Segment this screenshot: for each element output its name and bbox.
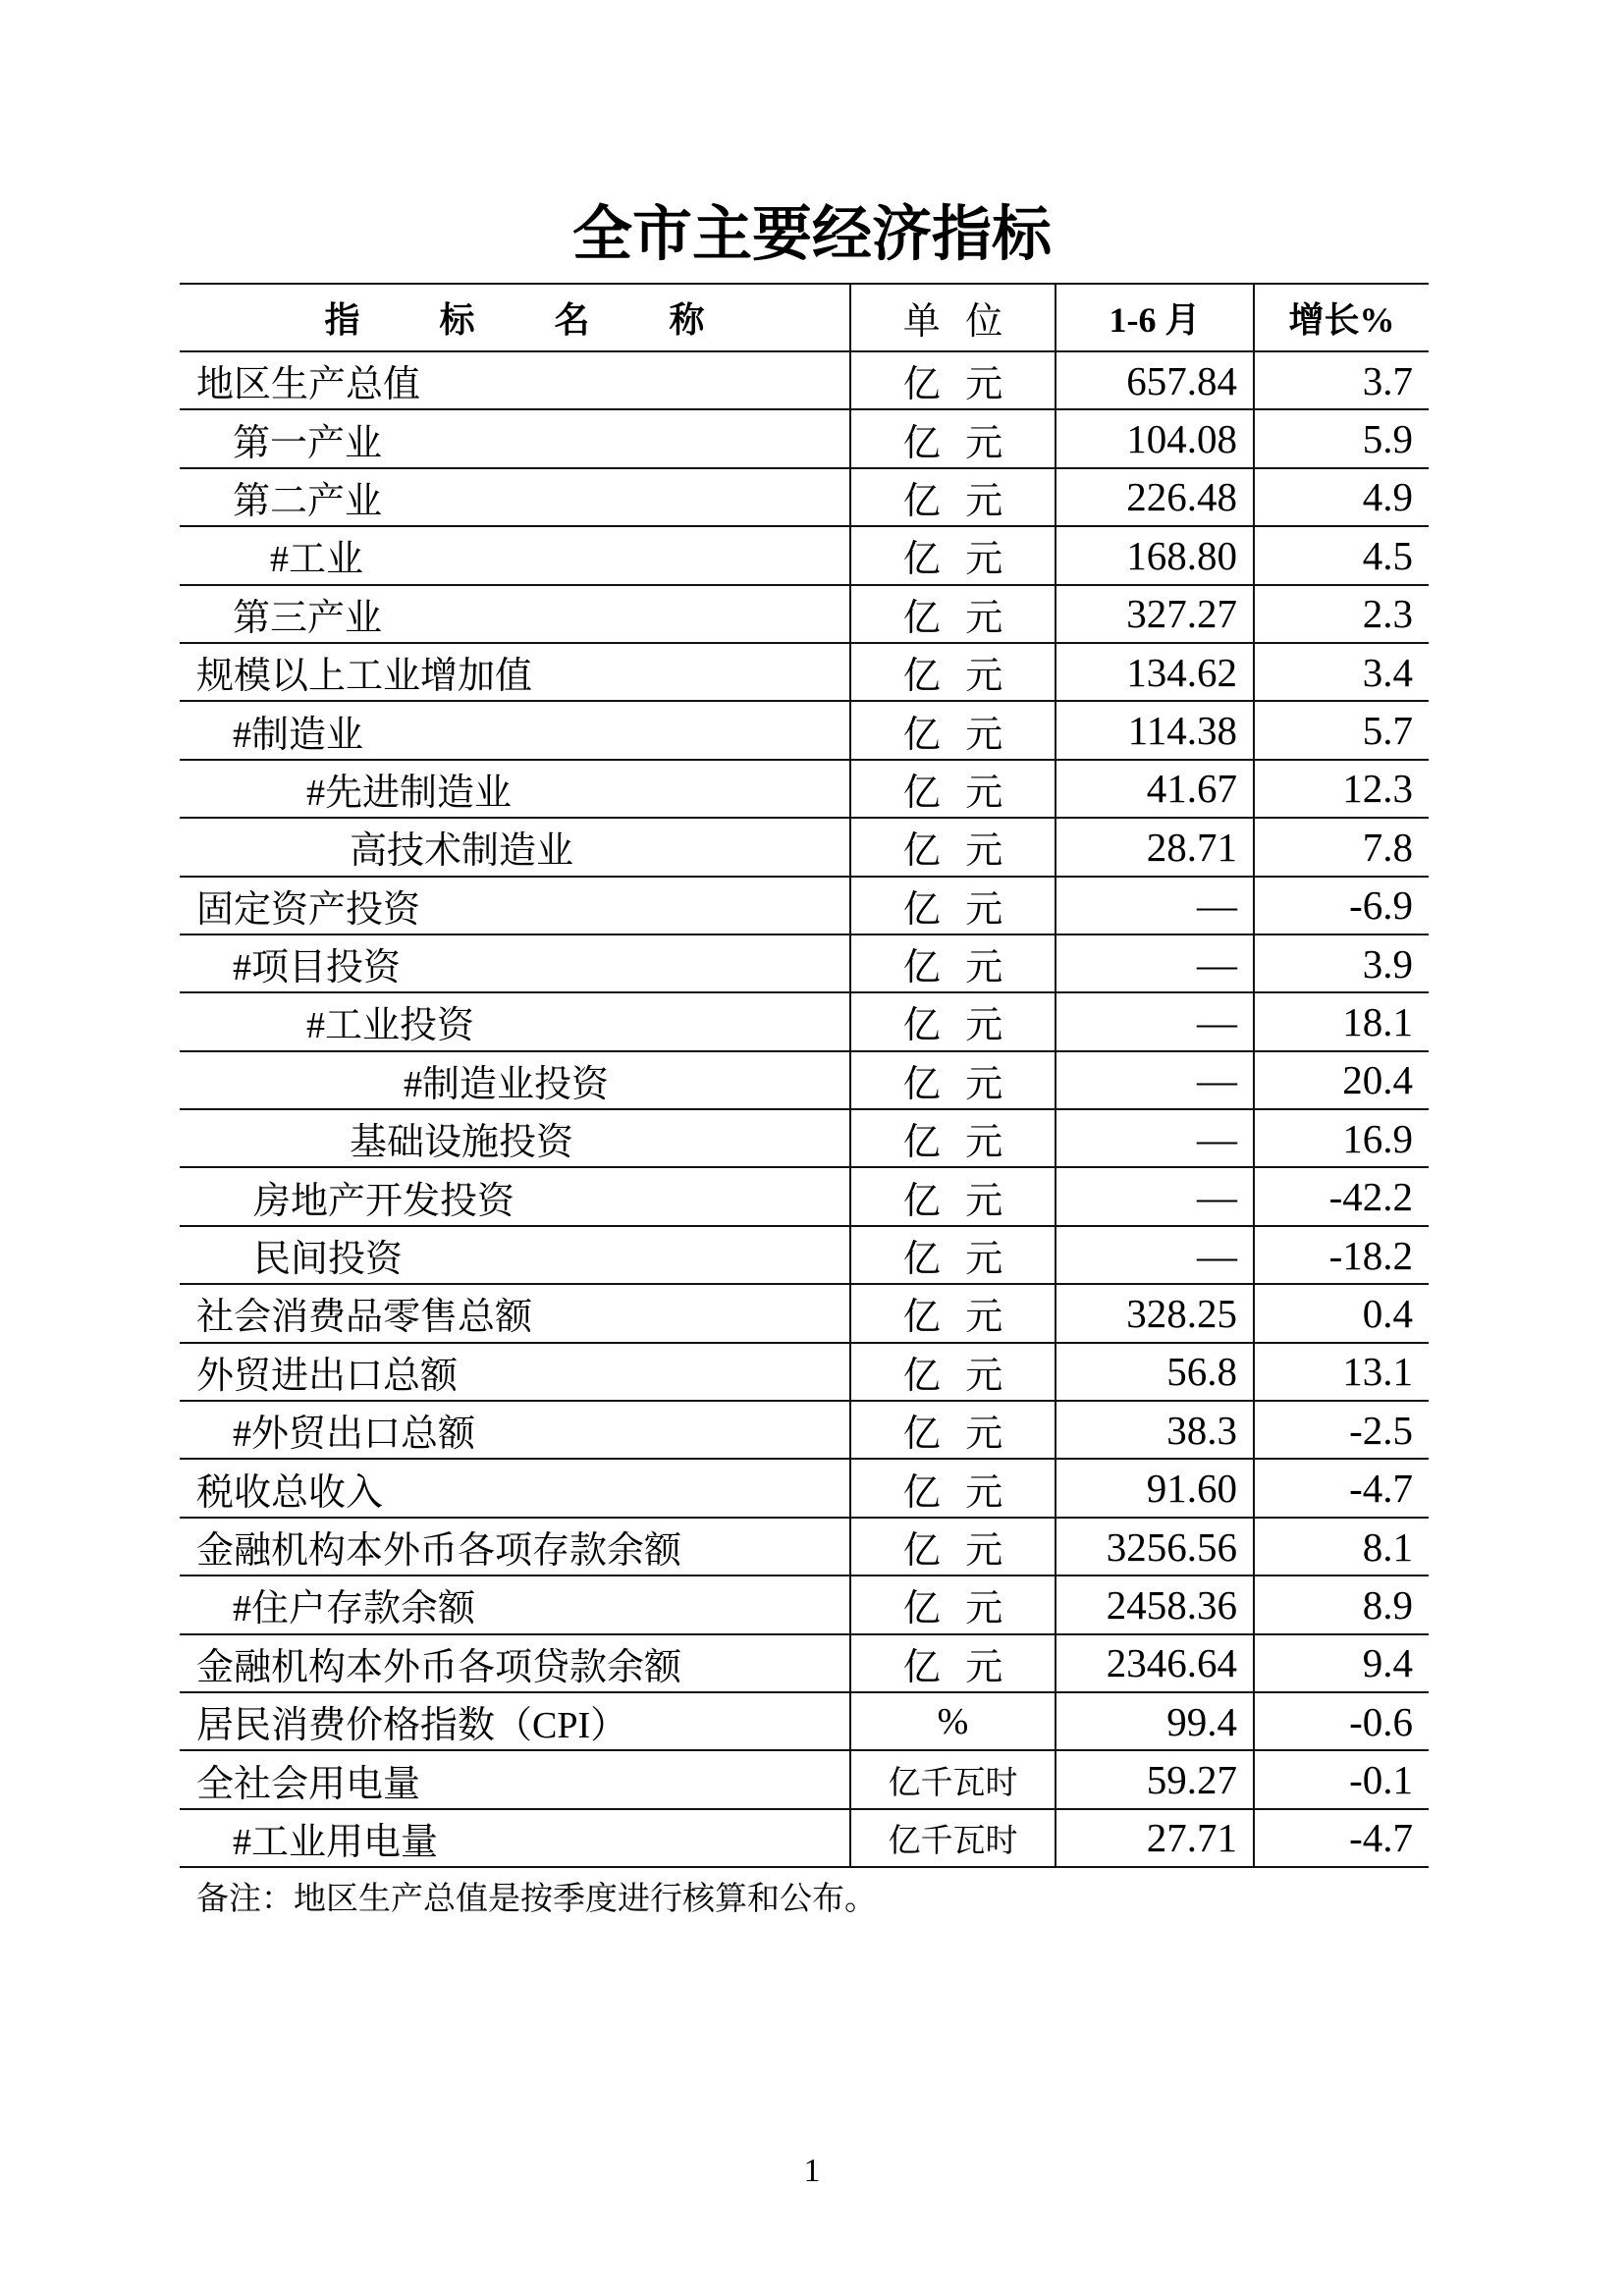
unit-cell: 亿 元 <box>850 1575 1056 1633</box>
indicator-name: 全社会用电量 <box>180 1750 850 1808</box>
indicator-name: 金融机构本外币各项存款余额 <box>180 1518 850 1575</box>
value-cell: 41.67 <box>1056 760 1254 818</box>
indicator-name: #制造业投资 <box>180 1051 850 1109</box>
unit-cell: 亿 元 <box>850 701 1056 759</box>
growth-cell: 7.8 <box>1254 818 1429 876</box>
indicator-name: 第二产业 <box>180 468 850 526</box>
value-cell: 114.38 <box>1056 701 1254 759</box>
table-row <box>180 1226 1429 1284</box>
table-row <box>180 468 1429 526</box>
growth-cell: 5.7 <box>1254 701 1429 759</box>
unit-cell: 亿千瓦时 <box>850 1809 1056 1867</box>
value-cell: 59.27 <box>1056 1750 1254 1808</box>
table-row <box>180 526 1429 584</box>
value-cell: — <box>1056 1051 1254 1109</box>
unit-cell: 亿 元 <box>850 1051 1056 1109</box>
growth-cell: 2.3 <box>1254 585 1429 643</box>
table-row <box>180 992 1429 1050</box>
growth-cell: 0.4 <box>1254 1284 1429 1342</box>
growth-cell: 20.4 <box>1254 1051 1429 1109</box>
unit-cell: 亿 元 <box>850 351 1056 409</box>
table-row <box>180 1109 1429 1167</box>
growth-cell: -0.6 <box>1254 1692 1429 1750</box>
header-growth: 增长% <box>1254 284 1429 351</box>
growth-cell: -18.2 <box>1254 1226 1429 1284</box>
table-row <box>180 1750 1429 1808</box>
table-row <box>180 1051 1429 1109</box>
growth-cell: 8.9 <box>1254 1575 1429 1633</box>
table-row <box>180 877 1429 934</box>
value-cell: — <box>1056 992 1254 1050</box>
table-row <box>180 351 1429 409</box>
growth-cell: 3.4 <box>1254 643 1429 701</box>
value-cell: 328.25 <box>1056 1284 1254 1342</box>
value-cell: — <box>1056 1167 1254 1225</box>
table-row <box>180 1809 1429 1867</box>
indicator-name: 地区生产总值 <box>180 351 850 409</box>
growth-cell: -4.7 <box>1254 1459 1429 1517</box>
indicator-name: 规模以上工业增加值 <box>180 643 850 701</box>
growth-cell: 16.9 <box>1254 1109 1429 1167</box>
table-row <box>180 1518 1429 1575</box>
indicator-name: 社会消费品零售总额 <box>180 1284 850 1342</box>
indicator-name: 税收总收入 <box>180 1459 850 1517</box>
value-cell: — <box>1056 1226 1254 1284</box>
growth-cell: -42.2 <box>1254 1167 1429 1225</box>
unit-cell: 亿 元 <box>850 1167 1056 1225</box>
growth-cell: 4.9 <box>1254 468 1429 526</box>
unit-cell: 亿 元 <box>850 818 1056 876</box>
unit-cell: 亿 元 <box>850 585 1056 643</box>
value-cell: 56.8 <box>1056 1343 1254 1401</box>
value-cell: 168.80 <box>1056 526 1254 584</box>
indicator-name: #外贸出口总额 <box>180 1401 850 1459</box>
header-period: 1-6 月 <box>1056 284 1254 351</box>
indicator-name: #制造业 <box>180 701 850 759</box>
growth-cell: 12.3 <box>1254 760 1429 818</box>
unit-cell: 亿 元 <box>850 643 1056 701</box>
growth-cell: -4.7 <box>1254 1809 1429 1867</box>
growth-cell: 3.9 <box>1254 934 1429 992</box>
indicator-name: 居民消费价格指数（CPI） <box>180 1692 850 1750</box>
table-row <box>180 585 1429 643</box>
value-cell: — <box>1056 934 1254 992</box>
page-number: 1 <box>803 2153 821 2189</box>
indicator-name: 高技术制造业 <box>180 818 850 876</box>
value-cell: 91.60 <box>1056 1459 1254 1517</box>
value-cell: 27.71 <box>1056 1809 1254 1867</box>
indicator-name: #项目投资 <box>180 934 850 992</box>
value-cell: 226.48 <box>1056 468 1254 526</box>
table-row <box>180 1575 1429 1633</box>
table-row <box>180 1692 1429 1750</box>
unit-cell: % <box>850 1692 1056 1750</box>
indicator-name: 第一产业 <box>180 409 850 467</box>
value-cell: — <box>1056 877 1254 934</box>
header-unit: 单 位 <box>850 284 1056 351</box>
table-row <box>180 1284 1429 1342</box>
growth-cell: 18.1 <box>1254 992 1429 1050</box>
value-cell: 2458.36 <box>1056 1575 1254 1633</box>
growth-cell: 8.1 <box>1254 1518 1429 1575</box>
indicator-name: 固定资产投资 <box>180 877 850 934</box>
header-indicator-name: 指 标 名 称 <box>180 284 850 351</box>
growth-cell: 4.5 <box>1254 526 1429 584</box>
indicator-name: 外贸进出口总额 <box>180 1343 850 1401</box>
unit-cell: 亿 元 <box>850 409 1056 467</box>
indicator-name: #工业投资 <box>180 992 850 1050</box>
economic-indicators-table <box>180 283 1429 1868</box>
unit-cell: 亿 元 <box>850 992 1056 1050</box>
value-cell: 99.4 <box>1056 1692 1254 1750</box>
table-row <box>180 818 1429 876</box>
unit-cell: 亿 元 <box>850 934 1056 992</box>
value-cell: — <box>1056 1109 1254 1167</box>
value-cell: 28.71 <box>1056 818 1254 876</box>
unit-cell: 亿 元 <box>850 526 1056 584</box>
growth-cell: 13.1 <box>1254 1343 1429 1401</box>
value-cell: 3256.56 <box>1056 1518 1254 1575</box>
indicator-name: #工业 <box>180 526 850 584</box>
indicator-name: 金融机构本外币各项贷款余额 <box>180 1634 850 1692</box>
unit-cell: 亿 元 <box>850 1459 1056 1517</box>
unit-cell: 亿 元 <box>850 1343 1056 1401</box>
table-row <box>180 409 1429 467</box>
unit-cell: 亿 元 <box>850 1401 1056 1459</box>
growth-cell: 3.7 <box>1254 351 1429 409</box>
unit-cell: 亿 元 <box>850 1226 1056 1284</box>
unit-cell: 亿 元 <box>850 877 1056 934</box>
value-cell: 38.3 <box>1056 1401 1254 1459</box>
indicator-name: 基础设施投资 <box>180 1109 850 1167</box>
growth-cell: 9.4 <box>1254 1634 1429 1692</box>
growth-cell: 5.9 <box>1254 409 1429 467</box>
table-row <box>180 934 1429 992</box>
unit-cell: 亿 元 <box>850 1634 1056 1692</box>
unit-cell: 亿 元 <box>850 1109 1056 1167</box>
indicator-name: 第三产业 <box>180 585 850 643</box>
table-row <box>180 1401 1429 1459</box>
unit-cell: 亿 元 <box>850 1518 1056 1575</box>
value-cell: 104.08 <box>1056 409 1254 467</box>
table-row <box>180 1167 1429 1225</box>
indicator-name: 房地产开发投资 <box>180 1167 850 1225</box>
table-row <box>180 643 1429 701</box>
value-cell: 134.62 <box>1056 643 1254 701</box>
unit-cell: 亿 元 <box>850 1284 1056 1342</box>
footnote: 备注：地区生产总值是按季度进行核算和公布。 <box>196 1882 877 1917</box>
value-cell: 2346.64 <box>1056 1634 1254 1692</box>
indicator-name: #工业用电量 <box>180 1809 850 1867</box>
table-row <box>180 1634 1429 1692</box>
indicator-name: #先进制造业 <box>180 760 850 818</box>
table-row <box>180 760 1429 818</box>
growth-cell: -6.9 <box>1254 877 1429 934</box>
table-row <box>180 701 1429 759</box>
unit-cell: 亿 元 <box>850 760 1056 818</box>
unit-cell: 亿千瓦时 <box>850 1750 1056 1808</box>
table-row <box>180 1459 1429 1517</box>
indicator-name: #住户存款余额 <box>180 1575 850 1633</box>
indicator-name: 民间投资 <box>180 1226 850 1284</box>
value-cell: 657.84 <box>1056 351 1254 409</box>
document-title: 全市主要经济指标 <box>571 202 1052 268</box>
table-header-row <box>180 284 1429 351</box>
table-row <box>180 1343 1429 1401</box>
growth-cell: -2.5 <box>1254 1401 1429 1459</box>
value-cell: 327.27 <box>1056 585 1254 643</box>
unit-cell: 亿 元 <box>850 468 1056 526</box>
growth-cell: -0.1 <box>1254 1750 1429 1808</box>
